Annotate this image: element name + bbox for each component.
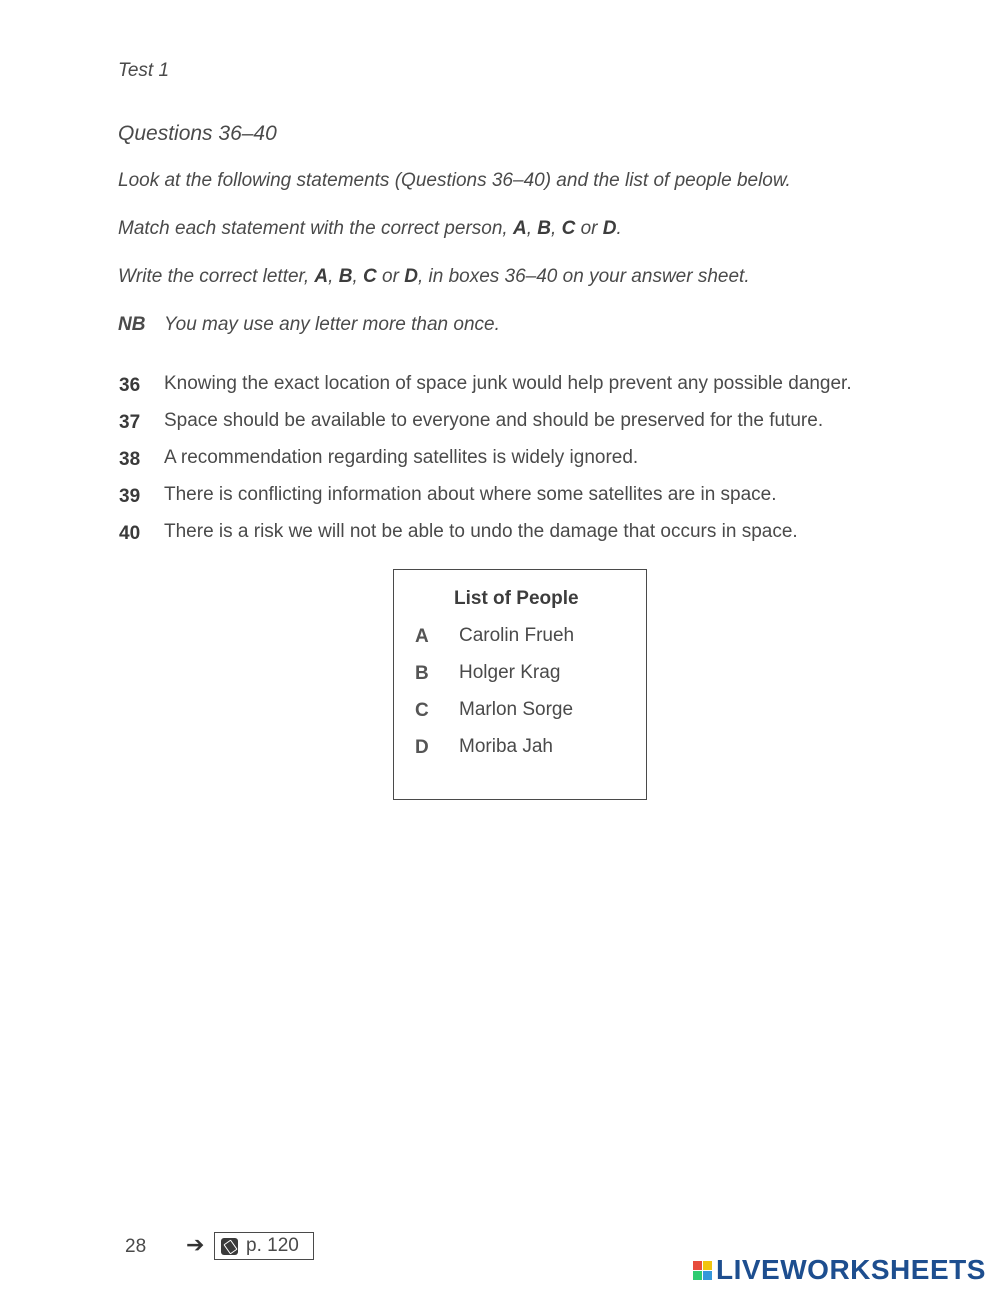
person-name: Holger Krag bbox=[459, 662, 561, 683]
section-title: Questions 36–40 bbox=[118, 122, 277, 145]
statement-text: Knowing the exact location of space junk would help prevent any possible danger. bbox=[164, 373, 852, 394]
person-name: Carolin Frueh bbox=[459, 625, 575, 646]
nb-text: You may use any letter more than once. bbox=[164, 314, 500, 335]
running-head: Test 1 bbox=[118, 60, 170, 81]
person-letter: C bbox=[415, 700, 429, 721]
instruction-line-1: Look at the following statements (Questions 36–40) and the list of people below. bbox=[118, 170, 791, 191]
logo-mark-icon bbox=[693, 1261, 712, 1280]
instruction-line-2: Match each statement with the correct person, A, B, C or D. bbox=[118, 218, 622, 239]
page-number: 28 bbox=[125, 1236, 147, 1257]
statement-number: 37 bbox=[119, 412, 141, 433]
person-name: Moriba Jah bbox=[459, 736, 553, 757]
arrow-right-icon: ➔ bbox=[186, 1232, 205, 1257]
brand-name: LIVEWORKSHEETS bbox=[716, 1254, 986, 1285]
person-name: Marlon Sorge bbox=[459, 699, 574, 720]
statement-text: A recommendation regarding satellites is widely ignored. bbox=[164, 447, 639, 468]
instruction-line-3: Write the correct letter, A, B, C or D, in boxes 36–40 on your answer sheet. bbox=[118, 266, 750, 287]
statement-text: There is conflicting information about where some satellites are in space. bbox=[164, 484, 777, 505]
statement-number: 36 bbox=[119, 375, 141, 396]
page-reference bbox=[214, 1232, 314, 1260]
page-reference-text: p. 120 bbox=[246, 1235, 299, 1256]
statement-number: 38 bbox=[119, 449, 141, 470]
person-letter: B bbox=[415, 663, 429, 684]
statement-text: Space should be available to everyone and should be preserved for the future. bbox=[164, 410, 824, 431]
statement-number: 39 bbox=[119, 486, 141, 507]
statement-number: 40 bbox=[119, 523, 141, 544]
nb-label: NB bbox=[118, 314, 146, 335]
book-icon bbox=[221, 1238, 238, 1255]
liveworksheets-logo[interactable] bbox=[693, 1254, 986, 1286]
statement-text: There is a risk we will not be able to undo the damage that occurs in space. bbox=[164, 521, 798, 542]
people-list-title: List of People bbox=[454, 588, 579, 609]
person-letter: D bbox=[415, 737, 429, 758]
person-letter: A bbox=[415, 626, 429, 647]
